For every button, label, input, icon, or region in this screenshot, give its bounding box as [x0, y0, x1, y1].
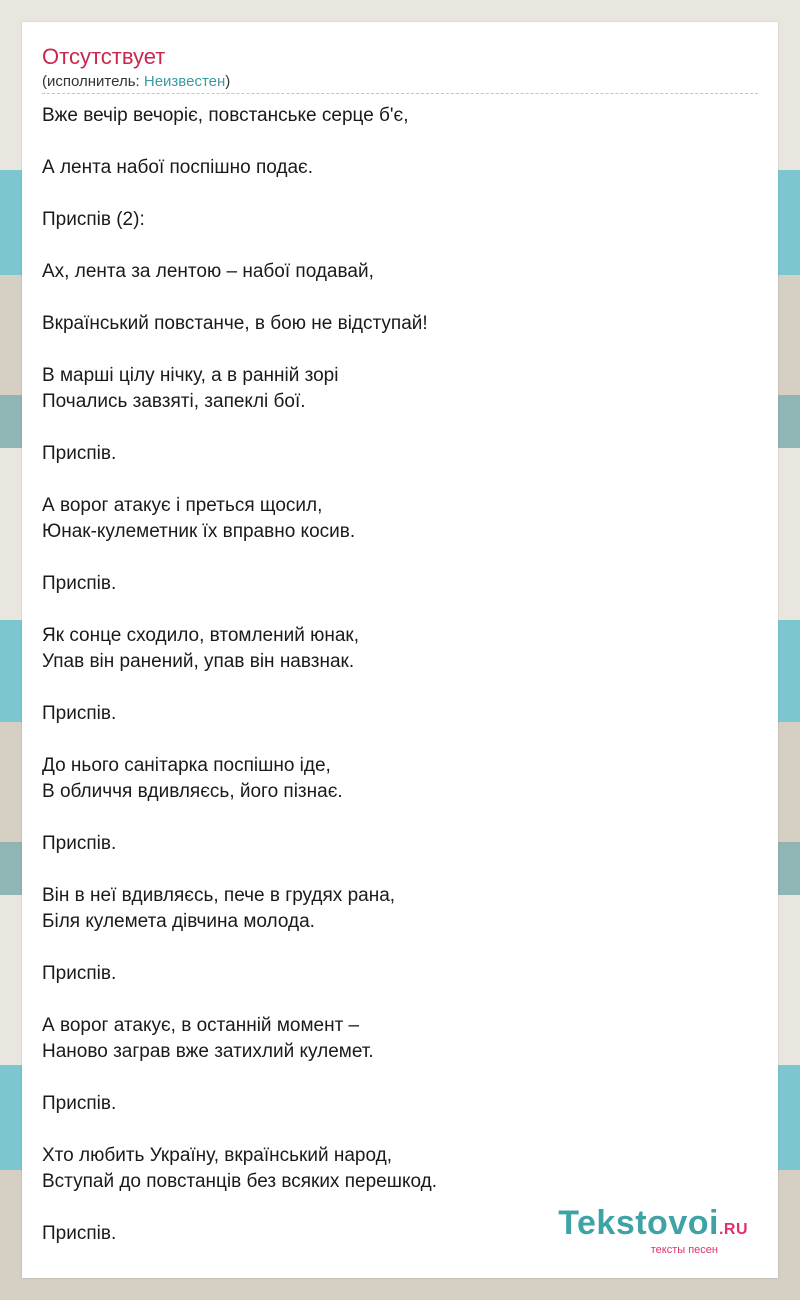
lyric-line: Приспів.: [42, 833, 117, 854]
lyric-line: [42, 415, 758, 441]
lyric-line: [42, 467, 758, 493]
title-divider: [42, 93, 758, 94]
lyric-line: [42, 857, 758, 883]
lyric-line: Вкраїнський повстанче, в бою не відступай!: [42, 313, 428, 334]
lyric-line: [42, 1117, 758, 1143]
artist-line: [42, 73, 230, 91]
lyric-line: Біля кулемета дівчина молода.: [42, 911, 315, 932]
lyric-line: Почались завзяті, запеклі бої.: [42, 391, 306, 412]
lyric-line: [42, 1065, 758, 1091]
lyric-line: Вже вечір вечоріє, повстанське серце б'є,: [42, 105, 409, 126]
lyric-line: До нього санітарка поспішно іде,: [42, 755, 331, 776]
lyric-line: Приспів (2):: [42, 209, 145, 230]
lyric-line: [42, 337, 758, 363]
lyric-line: Ах, лента за лентою – набої подавай,: [42, 261, 374, 282]
lyric-line: [42, 675, 758, 701]
lyric-line: Вступай до повстанців без всяких перешкод.: [42, 1171, 437, 1192]
song-title: Отсутствует: [42, 44, 166, 69]
lyric-line: [42, 597, 758, 623]
logo-tld: .RU: [718, 1221, 748, 1238]
lyric-line: Наново заграв вже затихлий кулемет.: [42, 1041, 374, 1062]
lyric-line: Приспів.: [42, 1093, 117, 1114]
lyric-line: [42, 987, 758, 1013]
artist-suffix: ): [225, 73, 231, 90]
lyric-line: Упав він ранений, упав він навзнак.: [42, 651, 355, 672]
lyric-line: [42, 181, 758, 207]
logo-tagline: тексты песен: [650, 1244, 718, 1256]
artist-link[interactable]: Неизвестен: [143, 73, 226, 90]
lyric-line: А ворог атакує і преться щосил,: [42, 495, 323, 516]
lyric-line: [42, 935, 758, 961]
site-logo[interactable]: [558, 1205, 748, 1256]
lyric-line: Він в неї вдивляєсь, пече в грудях рана,: [42, 885, 396, 906]
lyric-line: Приспів.: [42, 703, 117, 724]
lyric-line: А ворог атакує, в останній момент –: [42, 1015, 360, 1036]
logo-name: Tekstovoi: [558, 1204, 719, 1242]
lyric-line: Юнак-кулеметник їх вправно косив.: [42, 521, 356, 542]
lyrics-text: [42, 103, 758, 1247]
lyric-line: В марші цілу нічку, а в ранній зорі: [42, 365, 339, 386]
lyric-line: Приспів.: [42, 443, 117, 464]
lyric-line: Приспів.: [42, 1223, 117, 1244]
lyric-line: Приспів.: [42, 573, 117, 594]
lyric-line: [42, 805, 758, 831]
lyric-line: А лента набої поспішно подає.: [42, 157, 314, 178]
lyric-line: [42, 285, 758, 311]
lyric-line: Хто любить Україну, вкраїнський народ,: [42, 1145, 392, 1166]
lyric-line: [42, 129, 758, 155]
lyric-line: [42, 727, 758, 753]
artist-prefix: (исполнитель:: [42, 73, 144, 90]
lyric-line: Приспів.: [42, 963, 117, 984]
lyric-line: [42, 545, 758, 571]
lyric-line: [42, 233, 758, 259]
lyrics-card: [22, 22, 778, 1278]
lyric-line: Як сонце сходило, втомлений юнак,: [42, 625, 360, 646]
lyric-line: В обличчя вдивляєсь, його пізнає.: [42, 781, 343, 802]
